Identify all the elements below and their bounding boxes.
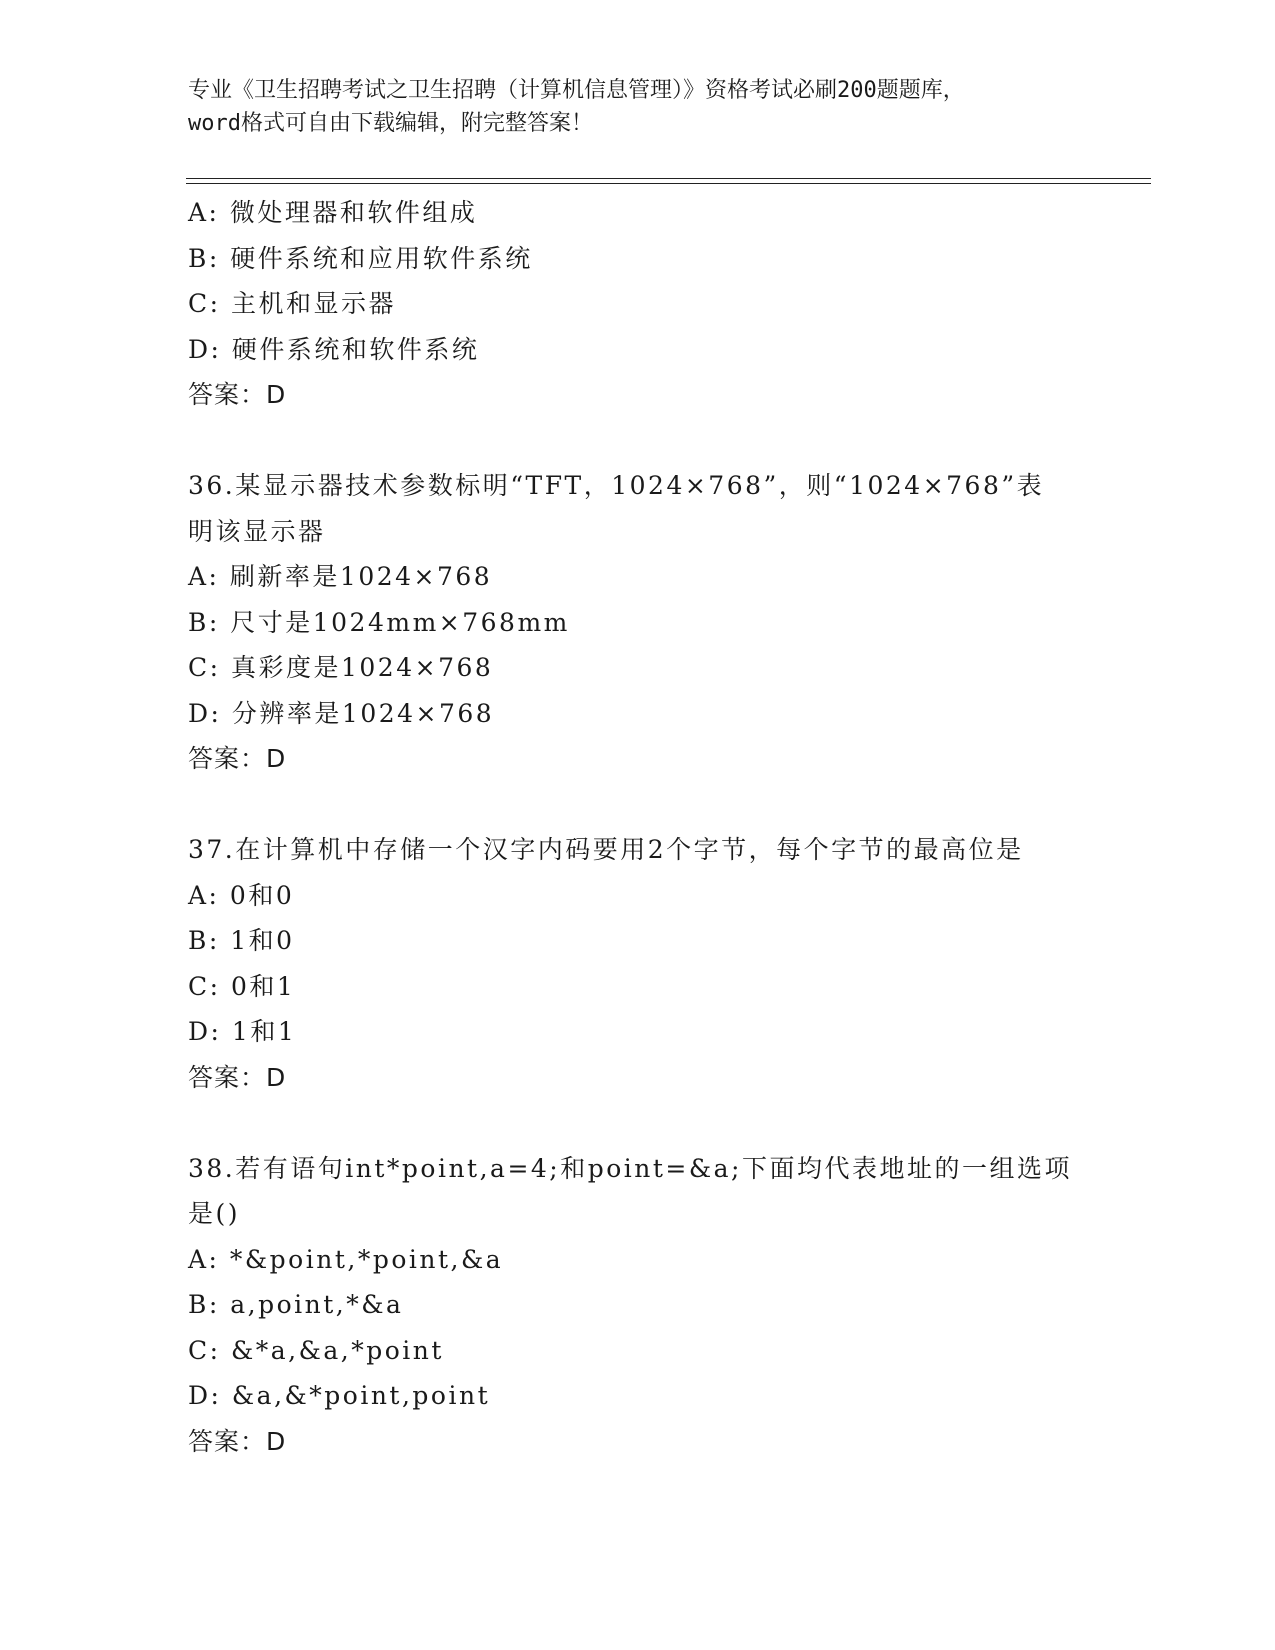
spacer — [188, 1100, 1088, 1146]
option-c: C: &*a,&a,*point — [188, 1335, 444, 1365]
answer-line: 答案：D — [188, 380, 287, 409]
question-stem-line-1: 36.某显示器技术参数标明“TFT，1024×768”，则“1024×768”表 — [188, 471, 1045, 500]
question-block — [188, 1146, 1088, 1465]
header-divider-bottom — [186, 183, 1151, 184]
question-stem-line-2: 是() — [188, 1199, 241, 1228]
option-c: C: 真彩度是1024×768 — [188, 653, 494, 682]
question-stem-line-1: 37.在计算机中存储一个汉字内码要用2个字节，每个字节的最高位是 — [188, 835, 1024, 864]
answer-line: 答案：D — [188, 1426, 287, 1456]
question-stem-line-1: 38.若有语句int*point,a=4;和point=&a;下面均代表地址的一组选项 — [188, 1153, 1072, 1183]
option-c: C: 主机和显示器 — [188, 289, 396, 318]
question-block — [188, 463, 1088, 782]
spacer — [188, 418, 1088, 464]
document-header — [188, 74, 1088, 140]
option-b: B: 硬件系统和应用软件系统 — [188, 243, 533, 273]
header-line-1: 专业《卫生招聘考试之卫生招聘（计算机信息管理）》资格考试必刷200题题库， — [188, 78, 965, 103]
spacer — [188, 782, 1088, 828]
option-b: B: a,point,*&a — [188, 1290, 404, 1319]
option-b: B: 尺寸是1024mm×768mm — [188, 607, 570, 637]
option-d: D: 1和1 — [188, 1017, 297, 1046]
question-block — [188, 827, 1088, 1100]
option-d: D: 硬件系统和软件系统 — [188, 334, 480, 364]
question-stem-line-2: 明该显示器 — [188, 516, 326, 546]
header-line-2: word格式可自由下载编辑，附完整答案！ — [188, 111, 593, 136]
header-divider-top — [186, 178, 1151, 179]
answer-line: 答案：D — [188, 1062, 287, 1092]
option-d: D: 分辨率是1024×768 — [188, 698, 495, 728]
option-a: A: 微处理器和软件组成 — [188, 198, 478, 227]
option-c: C: 0和1 — [188, 971, 296, 1001]
option-a: A: *&point,*point,&a — [188, 1244, 504, 1274]
option-a: A: 0和0 — [188, 880, 295, 910]
option-d: D: &a,&*point,point — [188, 1381, 491, 1410]
question-block — [188, 190, 1088, 418]
answer-line: 答案：D — [188, 744, 287, 773]
option-b: B: 1和0 — [188, 926, 295, 955]
option-a: A: 刷新率是1024×768 — [188, 562, 493, 591]
question-list — [188, 190, 1088, 1464]
